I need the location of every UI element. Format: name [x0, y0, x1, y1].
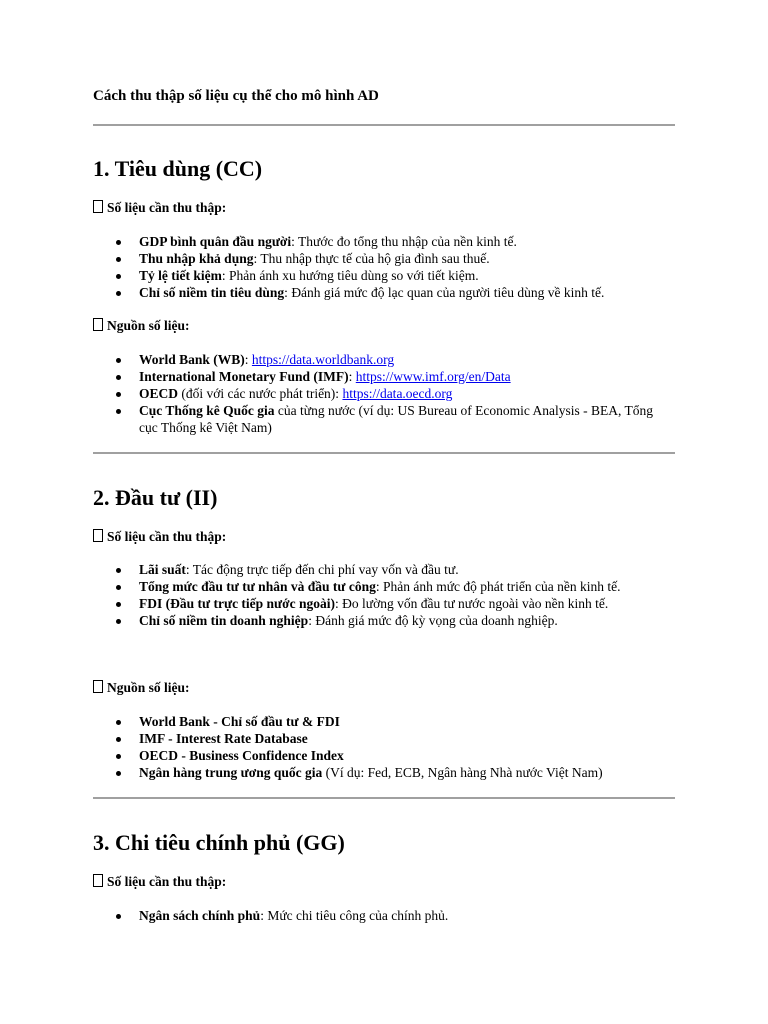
- source-link[interactable]: https://data.oecd.org: [342, 386, 453, 401]
- item-separator: (đối với các nước phát triển):: [178, 386, 343, 401]
- section-heading-consumption: 1. Tiêu dùng (CC): [93, 156, 263, 181]
- item-separator: :: [244, 352, 252, 367]
- missing-glyph-icon: [93, 200, 103, 213]
- item-description: Thước đo tổng thu nhập của nền kinh tế.: [298, 234, 517, 249]
- item-term: Chỉ số niềm tin tiêu dùng: [139, 285, 285, 300]
- list-item: [93, 250, 675, 267]
- horizontal-rule: [93, 452, 675, 454]
- section-heading-government-spending: 3. Chi tiêu chính phủ (GG): [93, 830, 345, 855]
- item-term: OECD - Business Confidence Index: [139, 748, 344, 763]
- item-term: Lãi suất: [139, 562, 186, 577]
- item-term: International Monetary Fund (IMF): [139, 369, 349, 384]
- horizontal-rule: [93, 797, 675, 799]
- list-item: [93, 267, 675, 284]
- item-term: World Bank (WB): [139, 352, 245, 367]
- source-link[interactable]: https://www.imf.org/en/Data: [355, 369, 511, 384]
- item-separator: :: [284, 285, 292, 300]
- data-needed-label: Số liệu cần thu thập:: [93, 874, 226, 890]
- list-item: [93, 385, 675, 402]
- list-item: [93, 713, 675, 730]
- item-separator: :: [335, 596, 343, 611]
- item-term: Cục Thống kê Quốc gia: [139, 403, 275, 418]
- data-needed-label: Số liệu cần thu thập:: [93, 200, 226, 216]
- data-needed-label: Số liệu cần thu thập:: [93, 529, 226, 545]
- list-item: [93, 730, 675, 747]
- list-item: [93, 284, 675, 301]
- missing-glyph-icon: [93, 318, 103, 331]
- list-item: [93, 233, 675, 250]
- item-separator: :: [375, 579, 383, 594]
- horizontal-rule: [93, 124, 675, 126]
- item-description: Đo lường vốn đầu tư nước ngoài vào nền kinh tế.: [342, 596, 609, 611]
- list-item: [93, 595, 675, 612]
- missing-glyph-icon: [93, 874, 103, 887]
- item-description: (Ví dụ: Fed, ECB, Ngân hàng Nhà nước Việt Nam): [325, 765, 603, 780]
- item-separator: :: [260, 908, 268, 923]
- item-term: World Bank - Chỉ số đầu tư & FDI: [139, 714, 340, 729]
- data-sources-label: Nguồn số liệu:: [93, 318, 190, 334]
- missing-glyph-icon: [93, 529, 103, 542]
- item-description: Phản ánh mức độ phát triển của nền kinh tế.: [382, 579, 621, 594]
- data-sources-list: [93, 713, 675, 781]
- item-separator: :: [348, 369, 356, 384]
- list-item: [93, 578, 675, 595]
- item-description: Đánh giá mức độ lạc quan của người tiêu dùng về kinh tế.: [291, 285, 605, 300]
- list-item: [93, 368, 675, 385]
- item-term: Ngân sách chính phủ: [139, 908, 261, 923]
- list-item: [93, 561, 675, 578]
- list-item: [93, 747, 675, 764]
- data-sources-list: [93, 351, 675, 436]
- item-term: Tổng mức đầu tư tư nhân và đầu tư công: [139, 579, 376, 594]
- item-separator: :: [308, 613, 316, 628]
- item-description: Thu nhập thực tế của hộ gia đình sau thuế.: [260, 251, 490, 266]
- item-description: Phản ánh xu hướng tiêu dùng so với tiết kiệm.: [229, 268, 479, 283]
- item-term: Tỷ lệ tiết kiệm: [139, 268, 222, 283]
- data-needed-list: [93, 561, 675, 629]
- list-item: [93, 907, 675, 924]
- item-separator: :: [185, 562, 193, 577]
- item-separator: :: [253, 251, 261, 266]
- section-heading-investment: 2. Đầu tư (II): [93, 485, 218, 510]
- item-term: IMF - Interest Rate Database: [139, 731, 308, 746]
- item-separator: :: [221, 268, 229, 283]
- item-term: FDI (Đầu tư trực tiếp nước ngoài): [139, 596, 336, 611]
- data-sources-label: Nguồn số liệu:: [93, 680, 190, 696]
- list-item: [93, 764, 675, 781]
- item-description: Đánh giá mức độ kỳ vọng của doanh nghiệp.: [315, 613, 558, 628]
- item-term: OECD: [139, 386, 179, 401]
- data-needed-list: [93, 233, 675, 301]
- item-description: của từng nước (ví dụ: US Bureau of Economic Analysis - BEA, Tổng cục Thống kê Việt Nam): [139, 403, 653, 435]
- missing-glyph-icon: [93, 680, 103, 693]
- item-term: Thu nhập khả dụng: [139, 251, 254, 266]
- source-link[interactable]: https://data.worldbank.org: [251, 352, 395, 367]
- list-item: [93, 612, 675, 629]
- list-item: [93, 402, 675, 436]
- item-description: Tác động trực tiếp đến chi phí vay vốn và đầu tư.: [192, 562, 459, 577]
- data-needed-list: [93, 907, 675, 924]
- item-term: Ngân hàng trung ương quốc gia: [139, 765, 323, 780]
- item-description: Mức chi tiêu công của chính phủ.: [267, 908, 449, 923]
- item-term: GDP bình quân đầu người: [139, 234, 292, 249]
- list-item: [93, 351, 675, 368]
- document-title: Cách thu thập số liệu cụ thể cho mô hình AD: [93, 88, 379, 104]
- item-term: Chỉ số niềm tin doanh nghiệp: [139, 613, 309, 628]
- item-separator: :: [291, 234, 299, 249]
